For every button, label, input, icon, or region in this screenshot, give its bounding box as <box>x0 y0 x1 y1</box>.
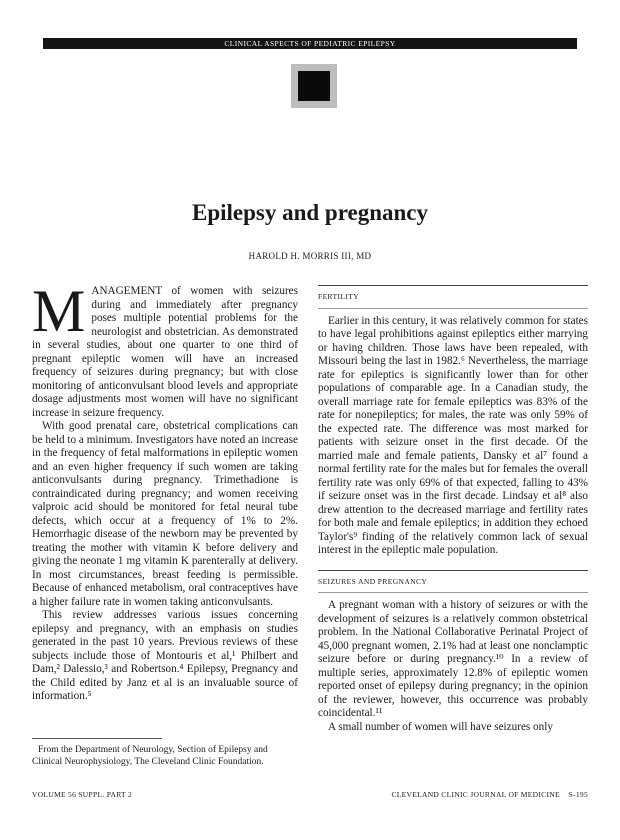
seizures-heading: SEIZURES AND PREGNANCY <box>318 576 428 586</box>
intro-paragraph-2: With good prenatal care, obstetrical complications can be held to a minimum. Investigators have noted an increase in the frequency of fetal malformations in epileptic women and an even higher frequency if such women are taking anticonvulsants during pregnancy. Trimethadione is contraindicated during pregnancy; and women receiving valproic acid should be monitored for fetal neural tube defects, which occur at a frequency of 1% to 2%. Hemorrhagic disease of the newborn may be prevented by treating the mother with vitamin K before delivery and giving the neonate 1 mg vitamin K parenterally at delivery. In most circumstances, breast feeding is permissible. Because of enhanced metabolism, oral contraceptives have a higher failure rate in women taking anticonvulsants. <box>32 420 298 608</box>
footer-journal: CLEVELAND CLINIC JOURNAL OF MEDICINE <box>391 790 560 799</box>
emblem-square <box>298 71 330 101</box>
right-column <box>318 285 588 734</box>
left-column <box>32 278 298 704</box>
intro-paragraph-3: This review addresses various issues concerning epilepsy and pregnancy, with an emphasis on studies generated in the past 10 years. Previous reviews of these subjects include those of Montouris et al,¹ Philbert and Dam,² Dalessio,³ and Robertson.⁴ Epilepsy, Pregnancy and the Child edited by Janz et al is an invaluable source of information.⁵ <box>32 609 298 702</box>
footnote-rule <box>32 738 162 739</box>
fertility-heading: FERTILITY <box>318 292 360 301</box>
intro-paragraph-1 <box>32 278 298 420</box>
seizures-paragraph-1: A pregnant woman with a history of seizures or with the development of seizures is a relatively common obstetrical problem. In the National Collaborative Perinatal Project of 45,000 pregnant women, 2.1% had at least one nonclamptic seizure before or during pregnancy.¹⁰ In a review of multiple series, approximately 12.8% of epileptic women reported onset of epilepsy during pregnancy; in the opinion of the reviewer, however, this occurrence was probably coincidental.¹¹ <box>318 599 588 719</box>
footer-journal-page <box>391 790 588 799</box>
section-sub-rule <box>318 592 588 593</box>
footer-page: S-195 <box>568 790 588 799</box>
drop-cap: M <box>32 278 86 344</box>
article-title: Epilepsy and pregnancy <box>191 200 429 225</box>
section-sub-rule <box>318 308 588 309</box>
footer-volume: VOLUME 56 SUPPL. PART 2 <box>32 790 133 799</box>
seizures-paragraph-2: A small number of women will have seizures only <box>328 720 553 733</box>
article-author: HAROLD H. MORRIS III, MD <box>248 251 372 261</box>
fertility-paragraph: Earlier in this century, it was relatively common for states to have legal prohibitions against epileptics either marrying or having children. Those laws have been repealed, with Missouri being the last in 1982.⁶ Nevertheless, the marriage rate for epileptics is significantly lower than for other populations of comparable age. In a Canadian study, the overall marriage rate for female epileptics was 83% of the rate for nonepileptics; for males, the rate was only 59% of the expected rate. The difference was most marked for patients with seizure onset in the first decade. Of the married male and female patients, Dansky et al⁷ found a normal fertility rate for the males but for females the overall fertility rate was only 69% of that expected, falling to 43% if seizure onset was in the first decade. Lindsay et al⁸ also drew attention to the decreased marriage and fertility rates for both male and female epileptics; in addition they echoed Taylor's⁹ finding of the relatively common lack of sexual interest in the epileptic male population. <box>318 314 588 556</box>
affiliation-footnote: From the Department of Neurology, Section of Epilepsy and Clinical Neurophysiology, The Cleveland Clinic Foundation. <box>32 745 268 767</box>
section-emblem <box>291 64 337 108</box>
intro-text-1: ANAGEMENT of women with seizures during and immediately after pregnancy poses multiple potential problems for the neurologist and obstetrician. As demonstrated in several studies, about one quarter to one third of pregnant epileptic women will have an increased frequency of seizures during pregnancy; but with close monitoring of anticonvulsant blood levels and appropriate dosage adjustments most women will have no significant increase in seizure frequency. <box>32 285 298 419</box>
running-head: CLINICAL ASPECTS OF PEDIATRIC EPILEPSY <box>43 38 577 49</box>
